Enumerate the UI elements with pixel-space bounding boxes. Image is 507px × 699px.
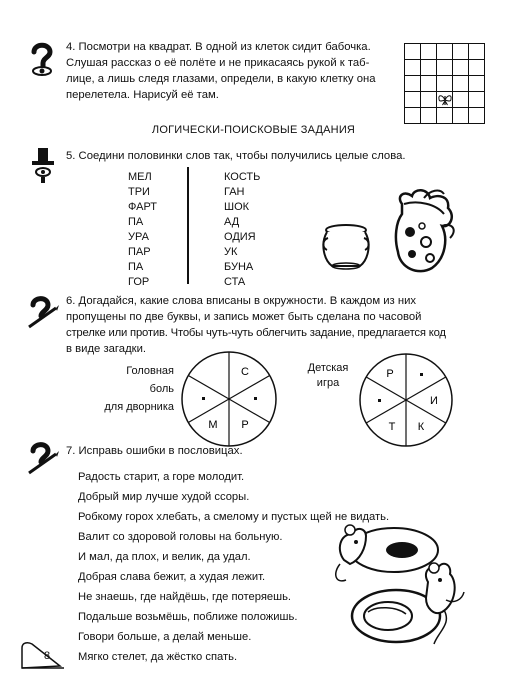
proverb-line: Добрая слава бежит, а худая лежит. xyxy=(78,571,266,583)
grid-cell xyxy=(421,92,437,108)
dot-marker xyxy=(378,399,381,402)
right-word: ГАН xyxy=(224,186,245,198)
proverb-line: Подальше возьмёшь, поближе положишь. xyxy=(78,611,298,623)
page-number-badge xyxy=(20,640,66,675)
mice-and-plates-icon xyxy=(326,520,470,657)
proverb-line: Не знаешь, где найдёшь, где потеряешь. xyxy=(78,591,292,603)
right-word: ОДИЯ xyxy=(224,231,256,243)
grid-cell xyxy=(469,44,485,60)
right-words-column xyxy=(224,170,260,290)
right-word: УК xyxy=(224,246,238,258)
riddle-2: Детская игра xyxy=(307,362,349,389)
dot-marker xyxy=(420,373,423,376)
grid-cell xyxy=(437,92,453,108)
grid-cell xyxy=(453,44,469,60)
pot-icon xyxy=(318,222,374,277)
left-word: ГОР xyxy=(128,276,150,288)
left-word: ТРИ xyxy=(128,186,150,198)
grid-cell xyxy=(437,60,453,76)
dot-marker xyxy=(202,397,205,400)
circle2-letter: Р xyxy=(386,368,394,380)
question-pencil-icon xyxy=(26,294,60,335)
proverb-line: Робкому горох хлебать, а смелому и пустых щей не видать. xyxy=(78,511,390,523)
grid-cell xyxy=(421,108,437,124)
proverb-line: Говори больше, а делай меньше. xyxy=(78,631,252,643)
question-hat-icon xyxy=(30,146,56,191)
left-word: ПА xyxy=(128,216,144,228)
circle2-letter: И xyxy=(430,395,438,407)
page-number: 8 xyxy=(44,650,51,662)
grid-cell xyxy=(453,108,469,124)
grid-cell xyxy=(437,108,453,124)
grid-cell xyxy=(437,44,453,60)
dot-marker xyxy=(254,397,257,400)
right-word: КОСТЬ xyxy=(224,171,261,183)
grid-cell xyxy=(421,60,437,76)
grid-cell xyxy=(469,108,485,124)
left-word: МЕЛ xyxy=(128,171,152,183)
grid-cell xyxy=(405,44,421,60)
right-word: БУНА xyxy=(224,261,254,273)
grid-cell xyxy=(421,44,437,60)
grid-cell xyxy=(469,92,485,108)
grid-cell xyxy=(453,92,469,108)
circle1-letter: Р xyxy=(241,419,249,431)
question-pencil-icon xyxy=(26,440,60,481)
question-eye-icon xyxy=(26,40,58,81)
oven-mitt-icon xyxy=(384,186,466,281)
grid-cell xyxy=(421,76,437,92)
word-circle-1 xyxy=(178,348,280,455)
task7-text: 7. Исправь ошибки в пословицах. xyxy=(66,445,243,457)
words-divider xyxy=(187,167,189,284)
proverb-line: Добрый мир лучше худой ссоры. xyxy=(78,491,250,503)
word-circle-2 xyxy=(356,350,456,455)
left-word: ФАРТ xyxy=(128,201,158,213)
left-word: УРА xyxy=(128,231,149,243)
grid-cell xyxy=(453,60,469,76)
proverb-line: Валит со здоровой головы на больную. xyxy=(78,531,283,543)
task6-text: 6. Догадайся, какие слова вписаны в окружности. В каждом из них пропущены по две буквы, и запись может быть сделана по часовой стрелке или против. Чтобы чуть-чуть облегчить задание, предлагается код в виде загадки. xyxy=(66,295,446,355)
riddle-1: Головная боль для дворника xyxy=(104,365,174,413)
grid-cell xyxy=(405,108,421,124)
grid-cell xyxy=(453,76,469,92)
grid-cell xyxy=(437,76,453,92)
left-word: ПАР xyxy=(128,246,151,258)
circle1-letter: С xyxy=(241,366,249,378)
butterfly-grid xyxy=(404,43,485,124)
grid-cell xyxy=(405,92,421,108)
right-word: СТА xyxy=(224,276,246,288)
grid-cell xyxy=(405,60,421,76)
task4-text: 4. Посмотри на квадрат. В одной из клеток сидит бабочка. Слушая рассказ о её полёте и не прикасаясь рукой к таб- лице, а лишь следя глазами, определи, в какую клетку она перелетела. Нарисуй её там. xyxy=(66,41,376,101)
grid-cell xyxy=(469,76,485,92)
right-word: АД xyxy=(224,216,240,228)
proverb-line: Мягко стелет, да жёстко спать. xyxy=(78,651,238,663)
task5-text: 5. Соедини половинки слов так, чтобы получились целые слова. xyxy=(66,150,406,162)
proverb-line: Радость старит, а горе молодит. xyxy=(78,471,245,483)
circle2-letter: Т xyxy=(388,421,396,433)
butterfly-icon xyxy=(438,93,452,107)
circle1-letter: М xyxy=(208,419,218,431)
proverb-line: И мал, да плох, и велик, да удал. xyxy=(78,551,251,563)
grid-cell xyxy=(469,60,485,76)
right-word: ШОК xyxy=(224,201,250,213)
left-words-column xyxy=(128,170,157,290)
section-title: ЛОГИЧЕСКИ-ПОИСКОВЫЕ ЗАДАНИЯ xyxy=(151,124,356,136)
grid-cell xyxy=(405,76,421,92)
left-word: ПА xyxy=(128,261,144,273)
circle2-letter: К xyxy=(417,421,425,433)
